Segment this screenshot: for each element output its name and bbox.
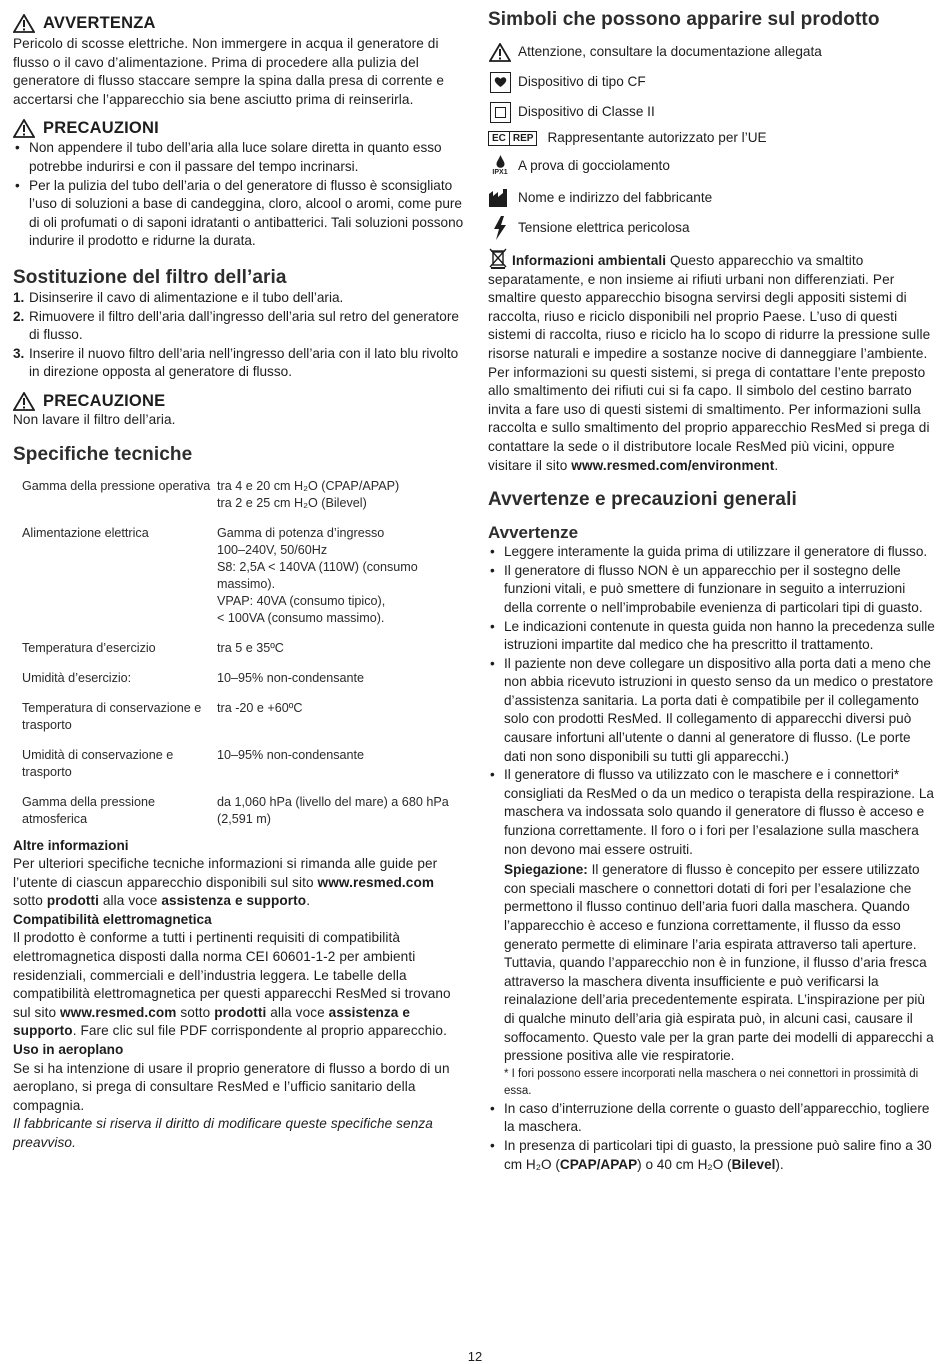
spec-value: Gamma di potenza d’ingresso 100–240V, 50/60Hz S8: 2,5A < 140VA (110W) (consumo massimo). VPAP: 40VA (consumo tipico), < 100VA (consumo massimo). [217, 525, 418, 625]
symbol-row [488, 69, 935, 95]
symbol-label: A prova di gocciolamento [518, 158, 670, 173]
table-row [22, 670, 462, 700]
symbol-label: Tensione elettrica pericolosa [518, 220, 690, 235]
precaution-header [13, 392, 465, 411]
filter-steps [13, 289, 465, 382]
manufacturer-icon [488, 188, 512, 208]
symbols-heading: Simboli che possono apparire sul prodotto [488, 9, 880, 30]
spec-label: Temperatura d’esercizio [22, 640, 156, 655]
website-link[interactable]: www.resmed.com [317, 874, 435, 890]
table-row [22, 525, 462, 640]
list-item: • Non appendere il tubo dell’aria alla luce solare diretta in quanto esso potrebbe indurirsi e con il passare del tempo incrinarsi. [13, 139, 465, 176]
precaution-title: PRECAUZIONE [43, 391, 166, 410]
specs-table [22, 478, 462, 841]
left-column [13, 14, 465, 1153]
table-row [22, 747, 462, 794]
spec-label: Temperatura di conservazione e trasporto [22, 700, 202, 732]
environment-text: Informazioni ambientali Questo apparecchio va smaltito separatamente, e non insieme ai rifiuti urbani non differenziati. Per smaltire questo apparecchio bisogna servirsi degli appositi sistemi di raccolta, riuso e riciclo disponibili nel proprio Paese. L’uso di questi sistemi di raccolta, riuso e riciclo ha lo scopo di ridurre la pressione sulle risorse naturali e impedire a sostanze nocive di danneggiare l’ambiente. Per informazioni su questi sistemi, si prega di contattare l’ente preposto allo smaltimento dei rifiuti cui si fa capo. Il simbolo del cestino barrato invita a fare uso di questi sistemi di smaltimento. Per informazioni sulla raccolta e sullo smaltimento del proprio apparecchio ResMed si prega di contattare la sede o il distributore locale ResMed più vicini, oppure visitare il sito www.resmed.com/environment. [488, 247, 935, 475]
table-row [22, 478, 462, 525]
warning-text: Pericolo di scosse elettriche. Non immergere in acqua il generatore di flusso o il cavo d’alimentazione. Prima di procedere alla pulizia del generatore di flusso staccare sempre la spina dalla presa di corrente e accertarsi che l’apparecchio sia bene asciutto prima di reinserirla. [13, 36, 445, 107]
ec-rep-icon: EC REP [488, 131, 537, 146]
plane-heading: Uso in aeroplano [13, 1042, 124, 1058]
precautions-list [13, 139, 465, 251]
table-row [22, 794, 462, 841]
warnings-subheading: Avvertenze [488, 523, 579, 543]
warning-triangle-icon [13, 14, 35, 33]
spec-label: Umidità d’esercizio: [22, 670, 132, 685]
emc-heading: Compatibilità elettromagnetica [13, 911, 212, 927]
list-item: • Il generatore di flusso NON è un apparecchio per il sostegno delle funzioni vitali, e può smettere di funzionare in seguito a interruzioni della corrente o nell’improbabile evenienza di particolari tipi di guasto. [488, 562, 935, 618]
other-info-heading: Altre informazioni [13, 837, 129, 853]
spec-label: Alimentazione elettrica [22, 525, 149, 540]
list-item: • Per la pulizia del tubo dell’aria o del generatore di flusso è sconsigliato l’uso di soluzioni a base di candeggina, cloro, alcool o aromi, come pure di oli profumati o di saponi idratanti o antibatterici. Tali soluzioni possono indurire il prodotto e ridurne la durata. [13, 177, 465, 251]
spec-value: tra 5 e 35ºC [217, 640, 284, 655]
symbol-row [488, 39, 935, 65]
plane-text: Se si ha intenzione di usare il proprio generatore di flusso a bordo di un aeroplano, si prega di consultare ResMed e l’ufficio sanitario della compagnia. [13, 1060, 450, 1113]
right-column [488, 9, 935, 1174]
precaution-text: Non lavare il filtro dell’aria. [13, 411, 176, 427]
list-item: • Leggere interamente la guida prima di utilizzare il generatore di flusso. [488, 543, 935, 562]
spec-value: tra 4 e 20 cm H₂O (CPAP/APAP) tra 2 e 25 cm H₂O (Bilevel) [217, 478, 400, 510]
website-link[interactable]: www.resmed.com [60, 1004, 177, 1020]
list-item: 3. Inserire il nuovo filtro dell’aria nell’ingresso dell’aria con il lato blu rivolto in direzione opposta al generatore di flusso. [13, 345, 459, 380]
list-item: • Le indicazioni contenute in questa guida non hanno la precedenza sulle istruzioni impartite dal medico che ha prescritto il trattamento. [488, 618, 935, 655]
symbol-label: Dispositivo di Classe II [518, 104, 655, 119]
crossed-bin-icon [488, 247, 508, 269]
spec-label: Gamma della pressione atmosferica [22, 794, 155, 826]
warning-title: AVVERTENZA [43, 14, 156, 32]
table-row [22, 640, 462, 670]
symbol-row [488, 151, 935, 181]
symbol-label: Attenzione, consultare la documentazione allegata [518, 44, 822, 59]
symbol-row [488, 215, 935, 241]
disclaimer-text: Il fabbricante si riserva il diritto di modificare queste specifiche senza preavviso. [13, 1116, 433, 1150]
lightning-bolt-icon [493, 216, 507, 240]
filter-heading: Sostituzione del filtro dell’aria [13, 266, 287, 288]
general-heading: Avvertenze e precauzioni generali [488, 489, 797, 511]
symbol-row [488, 99, 935, 125]
drip-proof-icon: IPX1 [488, 151, 512, 181]
page-number: 12 [467, 1349, 483, 1364]
warnings-list [488, 543, 935, 1174]
spec-value: tra -20 e +60ºC [217, 700, 303, 715]
list-item: • Il generatore di flusso va utilizzato con le maschere e i connettori* consigliati da ResMed o da un medico o terapista della respirazione. La maschera va indossata solo quando il generatore di flusso è acceso e funziona correttamente. Il foro o i fori per l’esalazione sulla maschera non devono mai essere ostruiti. Spiegazione: Il generatore di flusso è concepito per essere utilizzato con speciali maschere o connettori dotati di fori per l’esalazione che permettono il flusso continuo dell’aria fuori dalla maschera. Quando l’apparecchio è acceso e funziona correttamente, il flusso da esso generato permette di eliminare l’aria espirata attraverso tali aperture. Tuttavia, quando l’apparecchio non è in funzione, il flusso d’aria fresca attraverso la maschera diventa insufficiente e può verificarsi la reinalazione dell’aria precedentemente espirata. L’inspirazione per più di qualche minuto dell’aria già espirata può, in alcuni casi, causare il soffocamento. Questo vale per la gran parte dei modelli di apparecchi a pressione positiva alle vie respiratorie. * I fori possono essere incorporati nella maschera o nei connettori in prossimità di essa. [488, 766, 935, 1100]
environment-link[interactable]: www.resmed.com/environment [571, 457, 775, 473]
precautions-title: PRECAUZIONI [43, 119, 159, 138]
precautions-header [13, 119, 465, 138]
list-item: 2. Rimuovere il filtro dell’aria dall’ingresso dell’aria sul retro del generatore di flusso. [13, 308, 459, 343]
symbol-label: Dispositivo di tipo CF [518, 74, 646, 89]
class-ii-square-icon [490, 102, 511, 123]
emc-text: Il prodotto è conforme a tutti i pertinenti requisiti di compatibilità elettromagnetica disposti dalla norma CEI 60601-1-2 per ambienti residenziali, commerciali e dell’industria leggera. Le tabelle della compatibilità elettromagnetica per questi apparecchi ResMed si trovano sul sito www.resmed.com sotto prodotti alla voce assistenza e supporto. Fare clic sul file PDF corrispondente al proprio apparecchio. [13, 930, 451, 1039]
spec-value: 10–95% non-condensante [217, 670, 365, 685]
specs-heading: Specifiche tecniche [13, 443, 193, 465]
list-item: • In presenza di particolari tipi di guasto, la pressione può salire fino a 30 cm H₂O (CPAP/APAP) o 40 cm H₂O (Bilevel). [488, 1137, 935, 1174]
type-cf-heart-icon [490, 72, 511, 93]
table-row [22, 700, 462, 747]
spec-value: da 1,060 hPa (livello del mare) a 680 hPa (2,591 m) [217, 794, 449, 826]
caution-triangle-icon [13, 392, 35, 411]
warning-header [13, 14, 465, 33]
list-item: 1. Disinserire il cavo di alimentazione e il tubo dell’aria. [13, 289, 344, 305]
caution-triangle-icon [489, 43, 511, 62]
footnote-text: * I fori possono essere incorporati nella maschera o nei connettori in prossimità di essa. [504, 1067, 919, 1097]
explanation-text: Spiegazione: Il generatore di flusso è concepito per essere utilizzato con speciali maschere o connettori dotati di fori per l’esalazione che permettono il flusso continuo dell’aria fuori dalla maschera. Quando l’apparecchio è acceso e funziona correttamente, il flusso da esso generato permette di eliminare l’aria espirata attraverso tali aperture. Tuttavia, quando l’apparecchio non è in funzione, il flusso d’aria fresca attraverso la maschera diventa insufficiente e può verificarsi la reinalazione dell’aria precedentemente espirata. L’inspirazione per più di qualche minuto dell’aria già espirata può, in alcuni casi, causare il soffocamento. Questo vale per la gran parte dei modelli di apparecchi a pressione positiva alle vie respiratorie. [504, 862, 934, 1064]
list-item: • In caso d’interruzione della corrente o guasto dell’apparecchio, togliere la maschera. [488, 1100, 935, 1137]
other-info-text: Per ulteriori specifiche tecniche informazioni si rimanda alle guide per l’utente di ciascun apparecchio disponibili sul sito www.resmed.com sotto prodotti alla voce assistenza e supporto. [13, 856, 438, 909]
symbol-row [488, 185, 935, 211]
list-item: • Il paziente non deve collegare un dispositivo alla porta dati a meno che non abbia ricevuto istruzioni in questo senso da un medico o prestatore d’assistenza sanitaria. La porta dati è compatibile per il collegamento solo con prodotti ResMed. Il collegamento di apparecchi diversi può causare infortuni all’utente o danni al generatore di flusso. (Le porte dati non sono disponibili su tutti gli apparecchi.) [488, 655, 935, 767]
spec-value: 10–95% non-condensante [217, 747, 365, 762]
spec-label: Umidità di conservazione e trasporto [22, 747, 174, 779]
symbol-row [488, 129, 935, 147]
symbol-label: Rappresentante autorizzato per l’UE [547, 130, 767, 145]
caution-triangle-icon [13, 119, 35, 138]
symbol-label: Nome e indirizzo del fabbricante [518, 190, 713, 205]
spec-label: Gamma della pressione operativa [22, 478, 211, 493]
